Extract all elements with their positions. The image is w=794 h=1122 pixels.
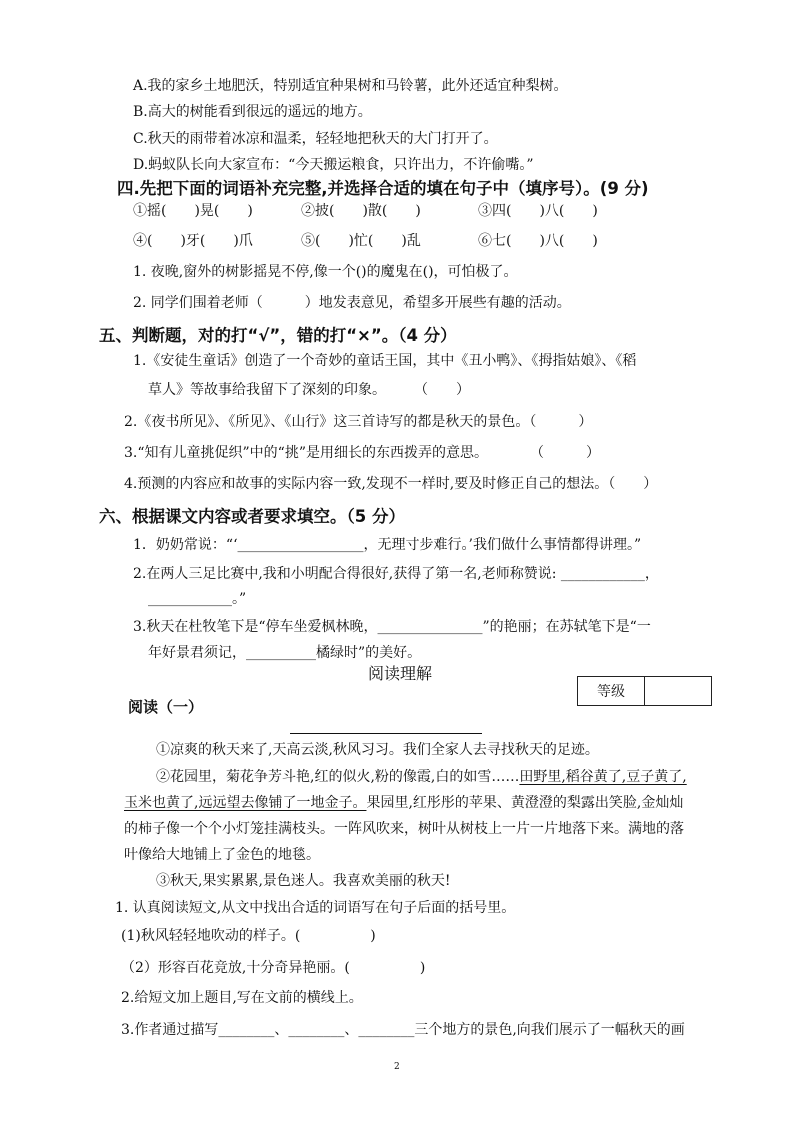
fill-question-3b: 年好景君须记，__________橘绿时”的美好。 xyxy=(148,645,422,661)
title-blank-line xyxy=(290,733,482,734)
section4-question-2: 2. 同学们围着老师（ ）地发表意见，希望多开展些有趣的活动。 xyxy=(133,295,571,311)
section4-heading: 四.先把下面的词语补充完整,并选择合适的填在句子中（填序号）。(9 分) xyxy=(117,179,649,198)
passage-text: 果园里,红彤彤的苹果、黄澄澄的梨露出笑脸,金灿灿 xyxy=(366,795,684,811)
word-group-4: ④( )牙( )爪 xyxy=(133,233,253,249)
word-group-1: ①摇( )晃( ) xyxy=(133,203,253,219)
judge-question-4: 4.预测的内容应和故事的实际内容一致,发现不一样时,要及时修正自己的想法。（ ） xyxy=(124,476,658,492)
judge-question-3: 3.“知有儿童挑促织”中的“挑”是用细长的东西拨弄的意思。 （ ） xyxy=(124,445,600,461)
passage-paragraph-2-line-1 xyxy=(156,767,687,787)
fill-question-2b: ____________。” xyxy=(148,591,247,607)
section6-heading: 六、根据课文内容或者要求填空。（5 分） xyxy=(99,507,405,526)
option-c: C.秋天的雨带着冰凉和温柔，轻轻地把秋天的大门打开了。 xyxy=(133,131,498,147)
fill-question-1: 1．奶奶常说：“‘__________________，无理寸步难行。’我们做什么事情都得讲理。” xyxy=(133,537,642,553)
fill-question-2a: 2.在两人三足比赛中,我和小明配合得很好,获得了第一名,老师称赞说: ____________， xyxy=(133,566,659,582)
underlined-sentence: 田野里,稻谷黄了,豆子黄了, xyxy=(519,769,687,785)
passage-paragraph-2-line-4: 叶像给大地铺上了金色的地毯。 xyxy=(124,847,320,863)
reading-title: 阅读理解 xyxy=(368,664,433,683)
option-a: A.我的家乡土地肥沃，特别适宜种果树和马铃薯，此外还适宜种梨树。 xyxy=(133,78,568,94)
fill-question-3a: 3.秋天在杜牧笔下是“停车坐爱枫林晚，_______________”的艳丽；在苏轼笔下是“一 xyxy=(133,619,651,635)
option-d: D.蚂蚁队长向大家宣布：“今天搬运粮食，只许出力，不许偷嘴。” xyxy=(133,157,534,173)
word-group-5: ⑤( )忙( )乱 xyxy=(301,233,421,249)
passage-paragraph-2-line-2 xyxy=(124,793,683,813)
reading-question-3: 3.作者通过描写________、________、________三个地方的景色,向我们展示了一幅秋天的画 xyxy=(121,1022,685,1038)
option-b: B.高大的树能看到很远的遥远的地方。 xyxy=(133,104,372,120)
reading-question-2: 2.给短文加上题目,写在文前的横线上。 xyxy=(121,990,363,1006)
passage-paragraph-1: ①凉爽的秋天来了,天高云淡,秋风习习。我们全家人去寻找秋天的足迹。 xyxy=(156,742,599,758)
reading-question-1-1: (1)秋风轻轻地吹动的样子。( ) xyxy=(121,928,376,944)
grade-label: 等级 xyxy=(578,677,645,706)
reading-question-1-2: （2）形容百花竞放,十分奇异艳丽。( ) xyxy=(121,960,426,976)
grade-value xyxy=(645,677,712,706)
reading-question-1: 1. 认真阅读短文,从文中找出合适的词语写在句子后面的括号里。 xyxy=(115,900,516,916)
underlined-sentence: 玉米也黄了,远远望去像铺了一地金子。 xyxy=(124,795,367,811)
page-number: 2 xyxy=(394,1062,400,1072)
judge-question-2: 2.《夜书所见》、《所见》、《山行》这三首诗写的都是秋天的景色。（ ） xyxy=(124,414,593,430)
judge-question-1b: 草人》等故事给我留下了深刻的印象。 （ ） xyxy=(148,382,470,398)
passage-text: ②花园里，菊花争芳斗艳,红的似火,粉的像霞,白的如雪…… xyxy=(156,769,520,785)
word-group-6: ⑥七( )八( ) xyxy=(478,233,598,249)
section4-question-1: 1. 夜晚,窗外的树影摇晃不停,像一个()的魔鬼在()，可怕极了。 xyxy=(133,264,518,280)
word-group-3: ③四( )八( ) xyxy=(478,203,598,219)
passage-paragraph-2-line-3: 的柿子像一个个小灯笼挂满枝头。一阵风吹来，树叶从树枝上一片一片地落下来。满地的落 xyxy=(124,821,684,837)
grade-box xyxy=(577,676,712,706)
passage-paragraph-3: ③秋天,果实累累,景色迷人。我喜欢美丽的秋天! xyxy=(156,873,451,889)
reading-subtitle: 阅读（一） xyxy=(128,698,204,716)
section5-heading: 五、判断题，对的打“√”，错的打“×”。（4 分） xyxy=(99,326,457,345)
judge-question-1a: 1.《安徒生童话》创造了一个奇妙的童话王国，其中《丑小鸭》、《拇指姑娘》、《稻 xyxy=(133,353,637,369)
word-group-2: ②披( )散( ) xyxy=(301,203,421,219)
